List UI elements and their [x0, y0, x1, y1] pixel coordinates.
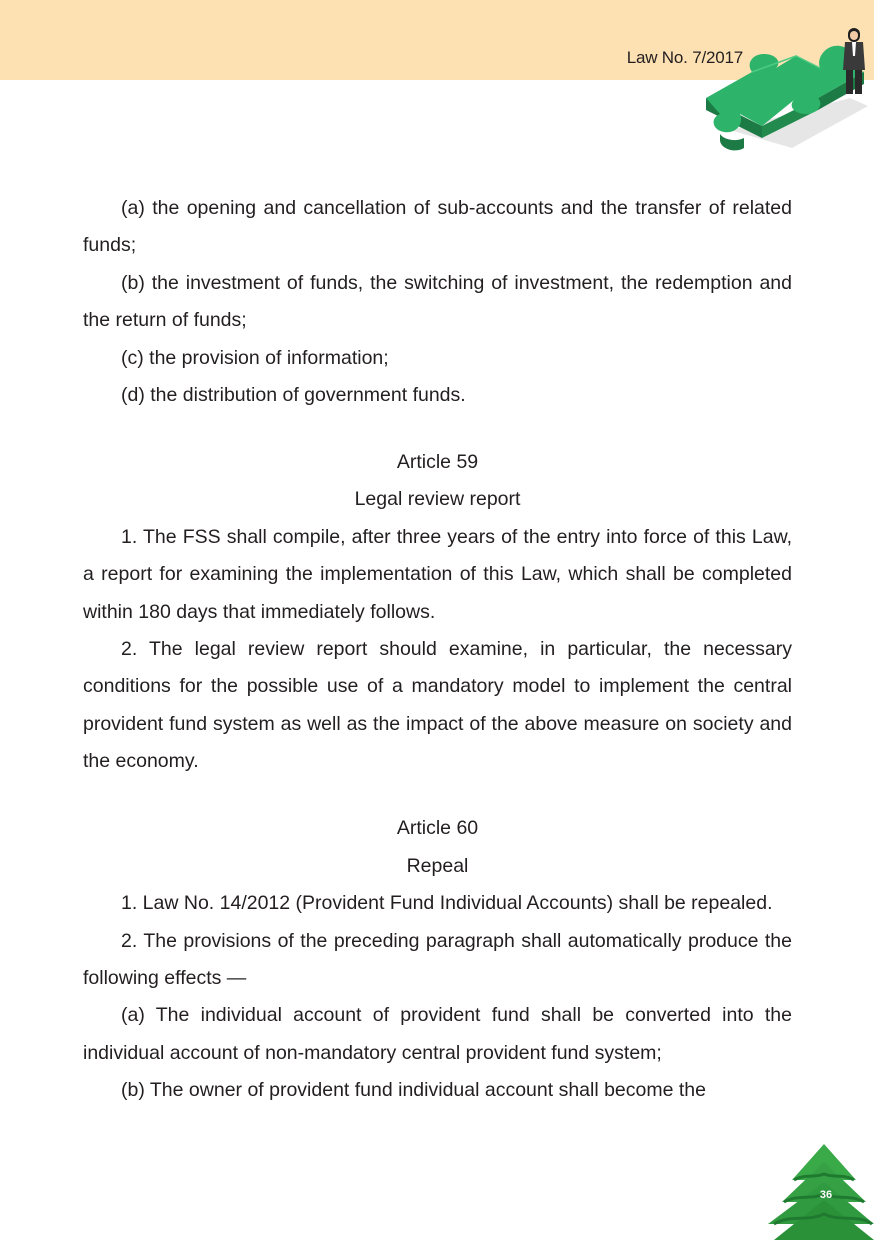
article-60-item-b: (b) The owner of provident fund individual account shall become the: [121, 1079, 706, 1102]
article-60-item-a: (a) The individual account of provident fund shall be converted into the individual account of non-mandatory central provident fund system;: [83, 1004, 792, 1064]
article-60-paragraph-2: 2. The provisions of the preceding paragraph shall automatically produce the following effects —: [83, 929, 792, 989]
page-number: 36: [819, 1189, 833, 1201]
article-59-subtitle: Legal review report: [354, 488, 521, 511]
list-item-c: (c) the provision of information;: [121, 346, 389, 369]
article-60-subtitle: Repeal: [406, 854, 469, 877]
article-60-paragraph-1: 1. Law No. 14/2012 (Provident Fund Individual Accounts) shall be repealed.: [121, 892, 773, 915]
article-59-paragraph-1: 1. The FSS shall compile, after three years of the entry into force of this Law, a report for examining the implementation of this Law, which shall be completed within 180 days that immediately follows.: [83, 525, 792, 623]
list-item-a: (a) the opening and cancellation of sub-accounts and the transfer of related funds;: [83, 197, 792, 257]
list-item-b: (b) the investment of funds, the switching of investment, the redemption and the return of funds;: [83, 271, 792, 332]
puzzle-piece-icon: [700, 20, 874, 160]
article-59-paragraph-2: 2. The legal review report should examine, in particular, the necessary conditions for the possible use of a mandatory model to implement the central provident fund system as well as the impact of the above measure on society and the economy.: [83, 638, 792, 773]
header-title: Law No. 7/2017: [626, 48, 743, 67]
article-60-heading: Article 60: [396, 817, 479, 840]
document-body: [83, 190, 792, 1110]
list-item-d: (d) the distribution of government funds.: [121, 384, 466, 407]
article-59-heading: Article 59: [396, 451, 479, 474]
